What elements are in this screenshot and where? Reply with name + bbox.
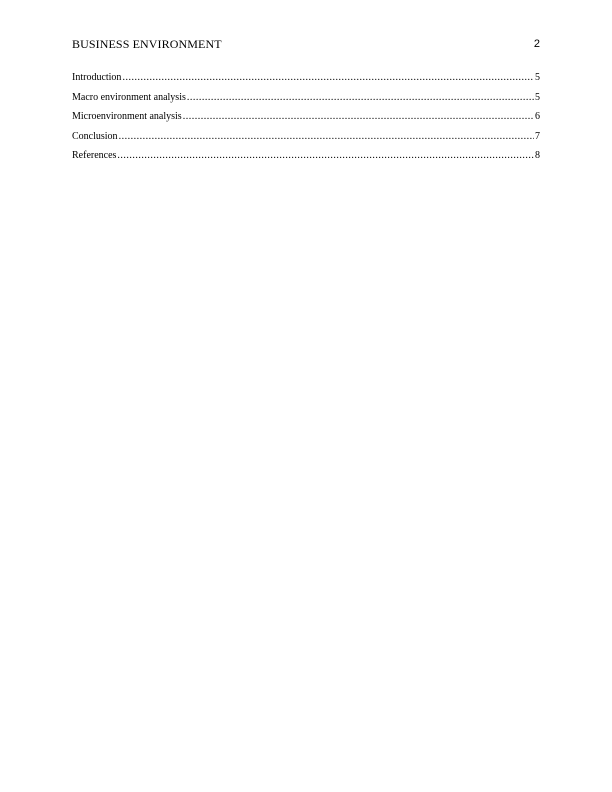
toc-dot-leader bbox=[117, 149, 534, 163]
toc-entry-conclusion[interactable] bbox=[72, 130, 540, 150]
toc-entry-title: References bbox=[72, 150, 117, 161]
toc-entry-page: 5 bbox=[535, 91, 540, 103]
toc-entry-microenvironment-analysis[interactable] bbox=[72, 110, 540, 130]
toc-entry-introduction[interactable] bbox=[72, 71, 540, 91]
toc-entry-page: 5 bbox=[535, 72, 540, 83]
toc-entry-title: Conclusion bbox=[72, 130, 118, 142]
toc-entry-macro-environment-analysis[interactable] bbox=[72, 91, 540, 111]
toc-entry-title: Macro environment analysis bbox=[72, 91, 186, 103]
running-head: BUSINESS ENVIRONMENT bbox=[72, 37, 222, 51]
page-number: 2 bbox=[533, 38, 540, 50]
toc-dot-leader bbox=[119, 130, 534, 144]
toc-entry-references[interactable] bbox=[72, 149, 540, 169]
table-of-contents bbox=[72, 71, 540, 169]
toc-entry-page: 8 bbox=[535, 150, 540, 161]
toc-entry-title: Introduction bbox=[72, 72, 122, 83]
page-header bbox=[72, 36, 540, 52]
toc-entry-page: 7 bbox=[535, 130, 540, 142]
toc-dot-leader bbox=[183, 110, 534, 124]
toc-dot-leader bbox=[122, 71, 534, 85]
toc-dot-leader bbox=[187, 91, 534, 105]
toc-entry-page: 6 bbox=[535, 111, 540, 122]
toc-entry-title: Microenvironment analysis bbox=[72, 111, 182, 122]
